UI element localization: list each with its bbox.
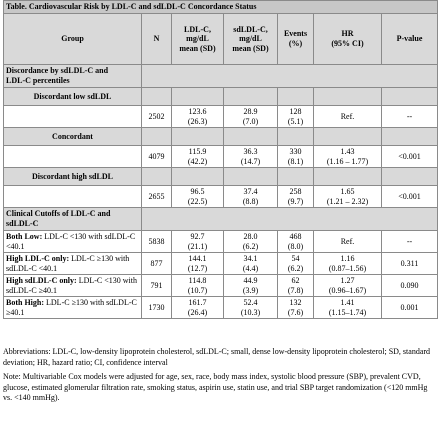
cell-events <box>278 146 314 168</box>
cell-pvalue: 0.001 <box>382 297 438 319</box>
header-ldlc-line1: LDL-C, <box>184 24 211 34</box>
abbreviations-note: Abbreviations: LDL-C, low-density lipoprotein cholesterol, sdLDL-C; small, dense low-density lipoprotein cholesterol; SD, standard deviation; HR, hazard ratio; CI, confidence interval <box>3 347 431 367</box>
cell-empty <box>4 106 142 128</box>
ldl-mean: 115.9 <box>188 146 207 156</box>
ldl-sd: (26.4) <box>187 307 208 317</box>
section-header <box>4 208 438 231</box>
cell-sdldlc <box>224 106 278 128</box>
cell-n: 4079 <box>142 146 172 168</box>
cell-group <box>4 253 142 275</box>
sd-sd: (8.8) <box>242 196 259 206</box>
cell-events <box>278 231 314 253</box>
hr-ci: (1.16 – 1.77) <box>326 156 369 166</box>
header-sdldlc-line3: mean (SD) <box>232 43 269 53</box>
cell-blank <box>382 88 438 106</box>
cell-events <box>278 106 314 128</box>
table-row <box>4 106 438 128</box>
table-row <box>4 253 438 275</box>
events-count: 54 <box>291 253 300 263</box>
events-pct: (7.8) <box>287 285 304 295</box>
events-pct: (7.6) <box>287 307 304 317</box>
ldl-sd: (12.7) <box>187 263 208 273</box>
cell-ldlc <box>172 275 224 297</box>
cell-blank <box>224 88 278 106</box>
ldl-sd: (42.2) <box>187 156 208 166</box>
cell-pvalue: 0.090 <box>382 275 438 297</box>
header-pvalue: P-value <box>382 14 438 65</box>
cell-n: 1730 <box>142 297 172 319</box>
header-ldlc-line3: mean (SD) <box>179 43 216 53</box>
cell-hr <box>314 146 382 168</box>
cell-hr <box>314 297 382 319</box>
sd-sd: (14.7) <box>240 156 261 166</box>
cell-hr: Ref. <box>314 231 382 253</box>
cell-hr <box>314 186 382 208</box>
cell-n: 2502 <box>142 106 172 128</box>
cell-group <box>4 297 142 319</box>
table-row <box>4 186 438 208</box>
sd-mean: 28.9 <box>243 106 258 116</box>
cell-blank <box>278 88 314 106</box>
sd-mean: 52.4 <box>243 297 258 307</box>
section-label-line1: Discordance by sdLDL-C and <box>6 66 109 76</box>
sd-sd: (10.3) <box>240 307 261 317</box>
header-sdldlc <box>224 14 278 65</box>
cell-ldlc <box>172 146 224 168</box>
events-count: 128 <box>289 106 302 116</box>
group-label: Discordant high sdLDL <box>4 168 142 186</box>
cell-pvalue: 0.311 <box>382 253 438 275</box>
cell-blank <box>172 88 224 106</box>
subgroup-header-row <box>4 88 438 106</box>
cell-n: 5838 <box>142 231 172 253</box>
ldl-sd: (22.5) <box>187 196 208 206</box>
events-count: 258 <box>289 186 302 196</box>
cell-blank <box>314 88 382 106</box>
cell-group <box>4 231 142 253</box>
group-rest: LDL-C ≥130 with sdLDL-C ≥40.1 <box>6 297 137 317</box>
ldl-mean: 96.5 <box>190 186 205 196</box>
group-bold: High LDL-C only: <box>6 253 70 263</box>
header-sdldlc-line1: sdLDL-C, <box>233 24 268 34</box>
events-count: 468 <box>289 231 302 241</box>
hr-ci: (1.15–1.74) <box>328 307 367 317</box>
cell-n-blank <box>142 88 172 106</box>
table-title-row <box>4 1 438 14</box>
cell-sdldlc <box>224 253 278 275</box>
table-row <box>4 231 438 253</box>
cell-sdldlc <box>224 186 278 208</box>
hr-ci: (0.87–1.56) <box>328 263 367 273</box>
ldl-sd: (10.7) <box>187 285 208 295</box>
header-events-line1: Events <box>283 29 308 39</box>
cell-ldlc <box>172 106 224 128</box>
header-hr-line2: (95% CI) <box>331 39 364 48</box>
events-count: 132 <box>289 297 302 307</box>
group-bold: Both Low: <box>6 231 43 241</box>
sd-mean: 37.4 <box>243 186 258 196</box>
cell-ldlc <box>172 231 224 253</box>
cell-pvalue: -- <box>382 106 438 128</box>
cell-empty <box>4 146 142 168</box>
events-pct: (6.2) <box>287 263 304 273</box>
cell-hr <box>314 275 382 297</box>
header-n: N <box>142 14 172 65</box>
cell-sdldlc <box>224 146 278 168</box>
hr-value: 1.65 <box>340 186 355 196</box>
sd-sd: (6.2) <box>242 241 259 251</box>
cell-n: 791 <box>142 275 172 297</box>
ldl-mean: 92.7 <box>190 231 205 241</box>
sd-mean: 36.3 <box>243 146 258 156</box>
section-header <box>4 65 438 88</box>
header-sdldlc-line2: mg/dL <box>239 34 262 44</box>
cell-blank <box>142 168 172 186</box>
cell-empty <box>4 186 142 208</box>
cell-blank <box>224 168 278 186</box>
hr-value: 1.43 <box>340 146 355 156</box>
cell-pvalue: <0.001 <box>382 186 438 208</box>
events-pct: (8.0) <box>287 241 304 251</box>
subgroup-header-row <box>4 168 438 186</box>
events-count: 330 <box>289 146 302 156</box>
group-label: Discordant low sdLDL <box>4 88 142 106</box>
cell-blank <box>172 168 224 186</box>
group-rest: LDL-C <130 with sdLDL-C <40.1 <box>6 231 136 251</box>
table-row <box>4 297 438 319</box>
section-label-line2: sdLDL-C <box>6 219 39 228</box>
header-hr <box>314 14 382 65</box>
ldl-sd: (26.3) <box>187 116 208 126</box>
cell-blank <box>314 128 382 146</box>
cell-hr: Ref. <box>314 106 382 128</box>
sd-mean: 28.0 <box>243 231 258 241</box>
cell-blank <box>224 128 278 146</box>
events-pct: (9.7) <box>287 196 304 206</box>
ldl-sd: (21.1) <box>187 241 208 251</box>
cell-blank <box>142 128 172 146</box>
hr-ci: (1.21 – 2.32) <box>326 196 369 206</box>
group-rest: LDL-C ≥130 with sdLDL-C <40.1 <box>6 253 130 273</box>
header-ldlc <box>172 14 224 65</box>
cell-ldlc <box>172 297 224 319</box>
section-label <box>4 65 142 88</box>
cell-blank <box>172 128 224 146</box>
header-hr-line1: HR <box>341 29 354 39</box>
cell-hr <box>314 253 382 275</box>
cell-ldlc <box>172 253 224 275</box>
sd-mean: 34.1 <box>243 253 258 263</box>
header-events <box>278 14 314 65</box>
header-events-line2: (%) <box>288 39 303 48</box>
section-label <box>4 208 142 231</box>
cell-ldlc <box>172 186 224 208</box>
events-pct: (5.1) <box>287 116 304 126</box>
sd-sd: (4.4) <box>242 263 259 273</box>
ldl-mean: 161.7 <box>188 297 207 307</box>
hr-value: 1.41 <box>340 297 355 307</box>
cell-sdldlc <box>224 231 278 253</box>
table-footnotes <box>3 347 437 408</box>
group-rest: LDL-C <130 with sdLDL-C ≥40.1 <box>6 275 137 295</box>
events-pct: (8.1) <box>287 156 304 166</box>
risk-table <box>3 0 438 319</box>
cell-blank <box>278 168 314 186</box>
cell-pvalue: -- <box>382 231 438 253</box>
table-header-row <box>4 14 438 65</box>
section-label-line2: LDL-C percentiles <box>6 76 70 85</box>
cell-sdldlc <box>224 297 278 319</box>
hr-ci: (0.96–1.67) <box>328 285 367 295</box>
table-row <box>4 146 438 168</box>
group-bold: High sdLDL-C only: <box>6 275 77 285</box>
cell-sdldlc <box>224 275 278 297</box>
cell-events <box>278 186 314 208</box>
table-row <box>4 275 438 297</box>
header-group: Group <box>4 14 142 65</box>
cell-blank <box>382 128 438 146</box>
hr-value: 1.27 <box>340 275 355 285</box>
cell-blank <box>382 168 438 186</box>
sd-sd: (7.0) <box>242 116 259 126</box>
subgroup-header-row <box>4 128 438 146</box>
group-bold: Both High: <box>6 297 45 307</box>
ldl-mean: 114.8 <box>188 275 207 285</box>
section-label-line1: Clinical Cutoffs of LDL-C and <box>6 209 111 219</box>
section-filler <box>142 65 438 88</box>
table-title: Table. Cardiovascular Risk by LDL-C and sdLDL-C Concordance Status <box>4 1 438 14</box>
events-count: 62 <box>291 275 300 285</box>
cell-blank <box>314 168 382 186</box>
header-ldlc-line2: mg/dL <box>186 34 209 44</box>
cell-blank <box>278 128 314 146</box>
sd-sd: (3.9) <box>242 285 259 295</box>
cell-pvalue: <0.001 <box>382 146 438 168</box>
group-label: Concordant <box>4 128 142 146</box>
hr-value: 1.16 <box>340 253 355 263</box>
ldl-mean: 123.6 <box>188 106 207 116</box>
sd-mean: 44.9 <box>243 275 258 285</box>
section-filler <box>142 208 438 231</box>
cell-group <box>4 275 142 297</box>
cell-n: 2655 <box>142 186 172 208</box>
ldl-mean: 144.1 <box>188 253 207 263</box>
cell-events <box>278 253 314 275</box>
cell-events <box>278 275 314 297</box>
model-note: Note: Multivariable Cox models were adjusted for age, sex, race, body mass index, systolic blood pressure (SBP), prevalent CVD, glucose, estimated glomerular filtration rate, smoking status, aspirin use, statin use, and trial SBP target randomization (<120 mmHg vs. <140 mmHg). <box>3 372 428 402</box>
cell-n: 877 <box>142 253 172 275</box>
cell-events <box>278 297 314 319</box>
